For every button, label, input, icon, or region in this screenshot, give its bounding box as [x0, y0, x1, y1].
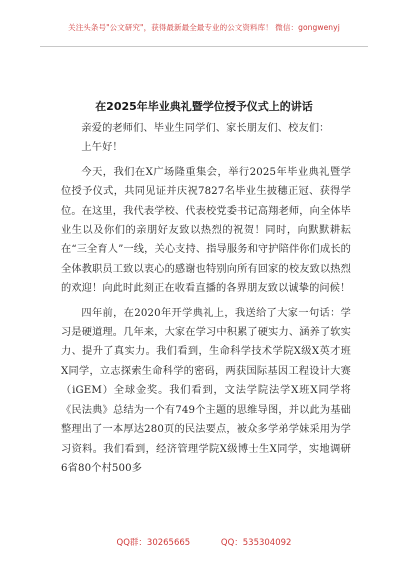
footer-contact	[0, 536, 408, 548]
footer-qq-group: QQ群：30265665	[116, 538, 191, 548]
greeting: 上午好！	[81, 142, 123, 154]
header-banner: 关注头条号"公文研究"，获得最新最全最专业的公文资料库！ 微信：gongwenyj	[68, 23, 340, 32]
paragraph-opening: 今天，我们在X广场隆重集会，举行2025年毕业典礼暨学位授予仪式，共同见证并庆祝7827名毕业生披穗正冠、获得学位。在这里，我代表学校、代表校党委书记高翔老师，向全体毕业生以及你们的亲朋好友致以热烈的祝贺！同时，向默默耕耘在“三全育人”一线，关心支持、指导服务和守护陪伴你们成长的全体教职员工致以衷心的感谢也特别向所有回家的校友致以热烈的欢迎！向此时此刻正在收看直播的各界朋友致以诚挚的问候！	[61, 166, 351, 295]
paragraph-four-years: 四年前，在2020年开学典礼上，我送给了大家一句话：学习是硬道理。几年来，大家在学习中积累了硬实力、涵养了软实力、提升了真实力。我们看到，生命科学技术学院X级X英才班X同学，立志探索生命科学的密码，两获国际基因工程设计大赛（iGEM）全球金奖。我们看到，文法学院法学X班X同学将《民法典》总结为一个有749个主题的思维导图，并以此为基础整理出了一本厚达280页的民法要点，被众多学弟学妹采用为学习资料。我们看到，经济管理学院X级博士生X同学，实地调研6省80个村500多	[61, 307, 351, 474]
header-divider	[40, 46, 368, 47]
footer-qq: QQ：535304092	[220, 538, 292, 548]
salutation: 亲爱的老师们、毕业生同学们、家长朋友们、校友们：	[81, 123, 330, 134]
document-title: 在2025年毕业典礼暨学位授予仪式上的讲话	[95, 100, 313, 113]
document-body	[61, 119, 351, 478]
